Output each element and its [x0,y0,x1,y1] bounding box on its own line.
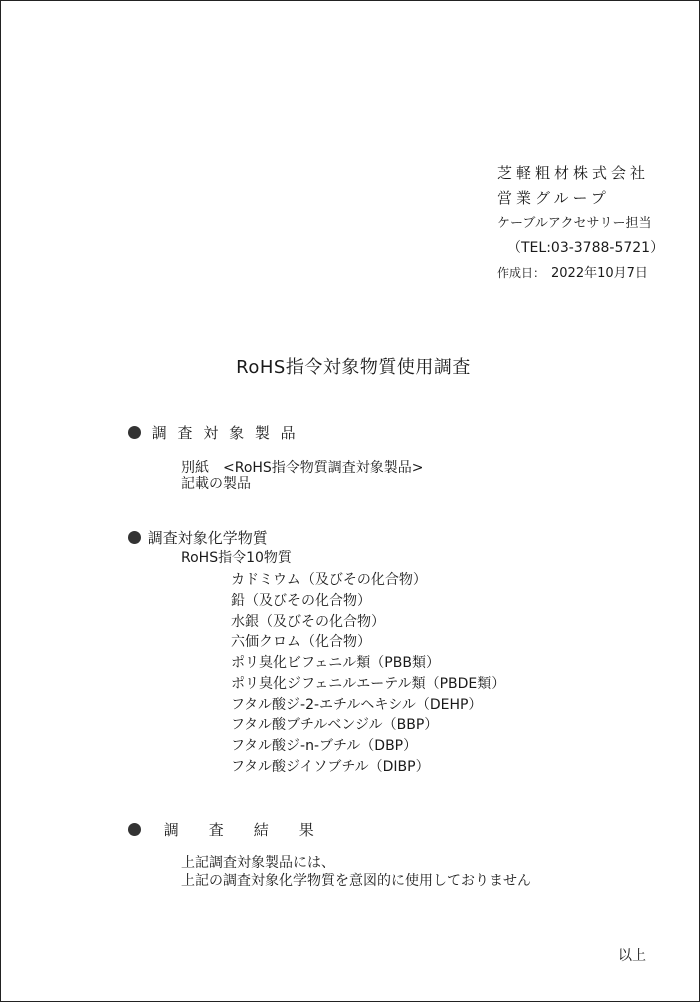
document-title [1,353,700,379]
creation-date-label: 作成日： [497,266,546,280]
group-name: 営業グループ [497,189,610,207]
creation-date-row [497,261,664,286]
substance-item: フタル酸ブチルベンジル（BBP） [231,717,439,733]
substance-item: 鉛（及びその化合物） [231,593,371,609]
telephone: （TEL:03-3788-5721） [507,240,665,256]
section-result-heading [128,819,314,840]
substance-item: ポリ臭化ビフェニル類（PBB類） [231,655,440,671]
target-products-line: 別紙 <RoHS指令物質調査対象製品> [181,460,424,476]
result-line: 上記の調査対象化学物質を意図的に使用しておりません [181,873,531,889]
company-name: 芝軽粗材株式会社 [497,164,650,182]
section-target-substances-heading [128,527,268,548]
closing-mark: 以上 [618,948,646,964]
target-products-line: 記載の製品 [181,476,251,492]
substance-item: 六価クロム（化合物） [231,634,371,650]
substance-item: 水銀（及びその化合物） [231,614,385,630]
bullet-icon [128,531,141,544]
section-target-products-heading [128,422,299,443]
creation-date: 2022年10月7日 [551,266,648,281]
section-heading-text: 調査対象化学物質 [147,529,268,547]
section-heading-text: 調 査 結 果 [163,821,314,839]
issuer-block [497,161,664,286]
substances-subheading: RoHS指令10物質 [181,550,292,566]
result-line: 上記調査対象製品には、 [181,855,335,871]
substance-item: カドミウム（及びその化合物） [231,572,427,588]
bullet-icon [128,426,141,439]
section-heading-text: 調 査 対 象 製 品 [151,424,299,442]
substance-item: フタル酸ジイソブチル（DIBP） [231,759,430,775]
substance-item: フタル酸ジ-n-ブチル（DBP） [231,738,418,754]
substance-item: フタル酸ジ-2-エチルヘキシル（DEHP） [231,697,483,713]
department-name: ケーブルアクセサリー担当 [497,216,652,231]
document-title-text: RoHS指令対象物質使用調査 [236,357,471,378]
substance-item: ポリ臭化ジフェニルエーテル類（PBDE類） [231,676,506,692]
bullet-icon [128,823,141,836]
